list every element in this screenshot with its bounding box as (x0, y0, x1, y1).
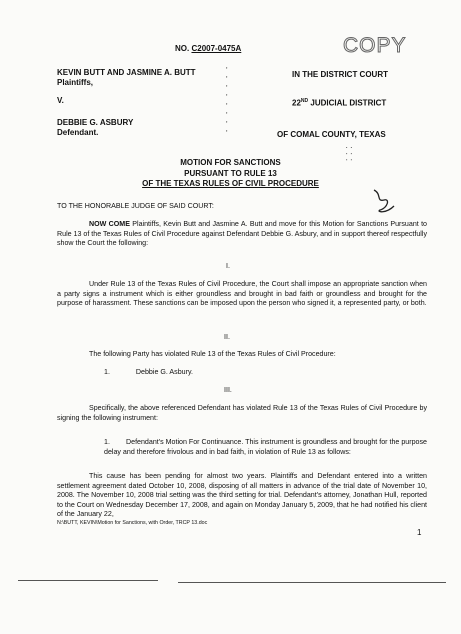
page-number: 1 (417, 528, 422, 537)
instrument-description: Defendant's Motion For Continuance. This instrument is groundless and brought for the purpose delay and therefore frivolous and in bad faith, in violation of Rule 13 as follows: (104, 438, 427, 456)
party-list-name: Debbie G. Asbury. (135, 368, 193, 376)
paragraph-specific-violation: Specifically, the above referenced Defendant has violated Rule 13 of the Texas Rules of Civil Procedure by signing the following instrument: (57, 404, 427, 422)
title-line-1: MOTION FOR SANCTIONS (180, 158, 281, 167)
district-text: JUDICIAL DISTRICT (310, 98, 387, 108)
case-number-line (175, 44, 241, 53)
caption-versus: V. (57, 96, 64, 105)
plaintiffs-role: Plaintiffs, (57, 78, 94, 87)
footer-filename: N:\BUTT, KEVIN\Motion for Sanctions, with Order, TRCP 13.doc (57, 520, 208, 526)
motion-title (100, 158, 361, 190)
intro-lead: NOW COME (89, 220, 130, 228)
filed-stamp-marks: : : : (343, 146, 355, 162)
case-number-label: NO. (175, 44, 190, 53)
paragraph-violating-party: The following Party has violated Rule 13 of the Texas Rules of Civil Procedure: (89, 350, 336, 358)
party-list-item (104, 368, 193, 376)
salutation: TO THE HONORABLE JUDGE OF SAID COURT: (57, 202, 214, 210)
caption-plaintiffs (57, 68, 196, 88)
plaintiffs-names: KEVIN BUTT AND JASMINE A. BUTT (57, 68, 196, 77)
signature-scribble (370, 186, 398, 216)
county-line: OF COMAL COUNTY, TEXAS (277, 130, 386, 139)
caption-defendant (57, 118, 133, 138)
title-line-3: OF THE TEXAS RULES OF CIVIL PROCEDURE (142, 179, 319, 188)
instrument-number: 1. (104, 438, 110, 446)
defendant-role: Defendant. (57, 128, 99, 137)
intro-paragraph (57, 220, 427, 249)
title-line-2: PURSUANT TO RULE 13 (184, 168, 277, 178)
defendant-name: DEBBIE G. ASBURY (57, 118, 134, 127)
section-heading-1: I. (226, 262, 230, 270)
court-name: IN THE DISTRICT COURT (292, 70, 388, 79)
party-list-number: 1. (104, 368, 110, 376)
district-number: 22 (292, 98, 301, 108)
district-suffix: ND (300, 98, 309, 104)
section-heading-2: II. (224, 333, 230, 341)
case-number: C2007-0475A (191, 44, 242, 53)
judicial-district (292, 98, 386, 108)
intro-text: Plaintiffs, Kevin Butt and Jasmine A. Butt and move for this Motion for Sanctions Pursuant to Rule 13 of the Texas Rules of Civil Procedure against Defendant Debbie G. Asbury, and in support thereof respectfully show the Court the following: (57, 220, 428, 248)
copy-stamp (343, 34, 407, 58)
copy-stamp-text: COPY (343, 34, 407, 57)
paragraph-case-history: This cause has been pending for almost two years. Plaintiffs and Defendant entered into a written settlement agreement dated October 10, 2008, disposing of all matters in advance of the trial date of November 10, 2008. The November 10, 2008 trial setting was the third setting for trial. Defendant's attorney, Jonathan Hull, reported to the Court on Wednesday December 17, 2008, and again on Monday January 5, 2009, that he had notified his client of the January 22, (57, 472, 427, 519)
section-heading-3: III. (224, 386, 232, 394)
paragraph-rule-13: Under Rule 13 of the Texas Rules of Civil Procedure, the Court shall impose an appropriate sanction when a party signs a instrument which is either groundless and brought in bad faith or groundless and brought for the purpose of harassment. These sanctions can be imposed upon the person who signed it, a represented party, or both. (57, 280, 427, 308)
